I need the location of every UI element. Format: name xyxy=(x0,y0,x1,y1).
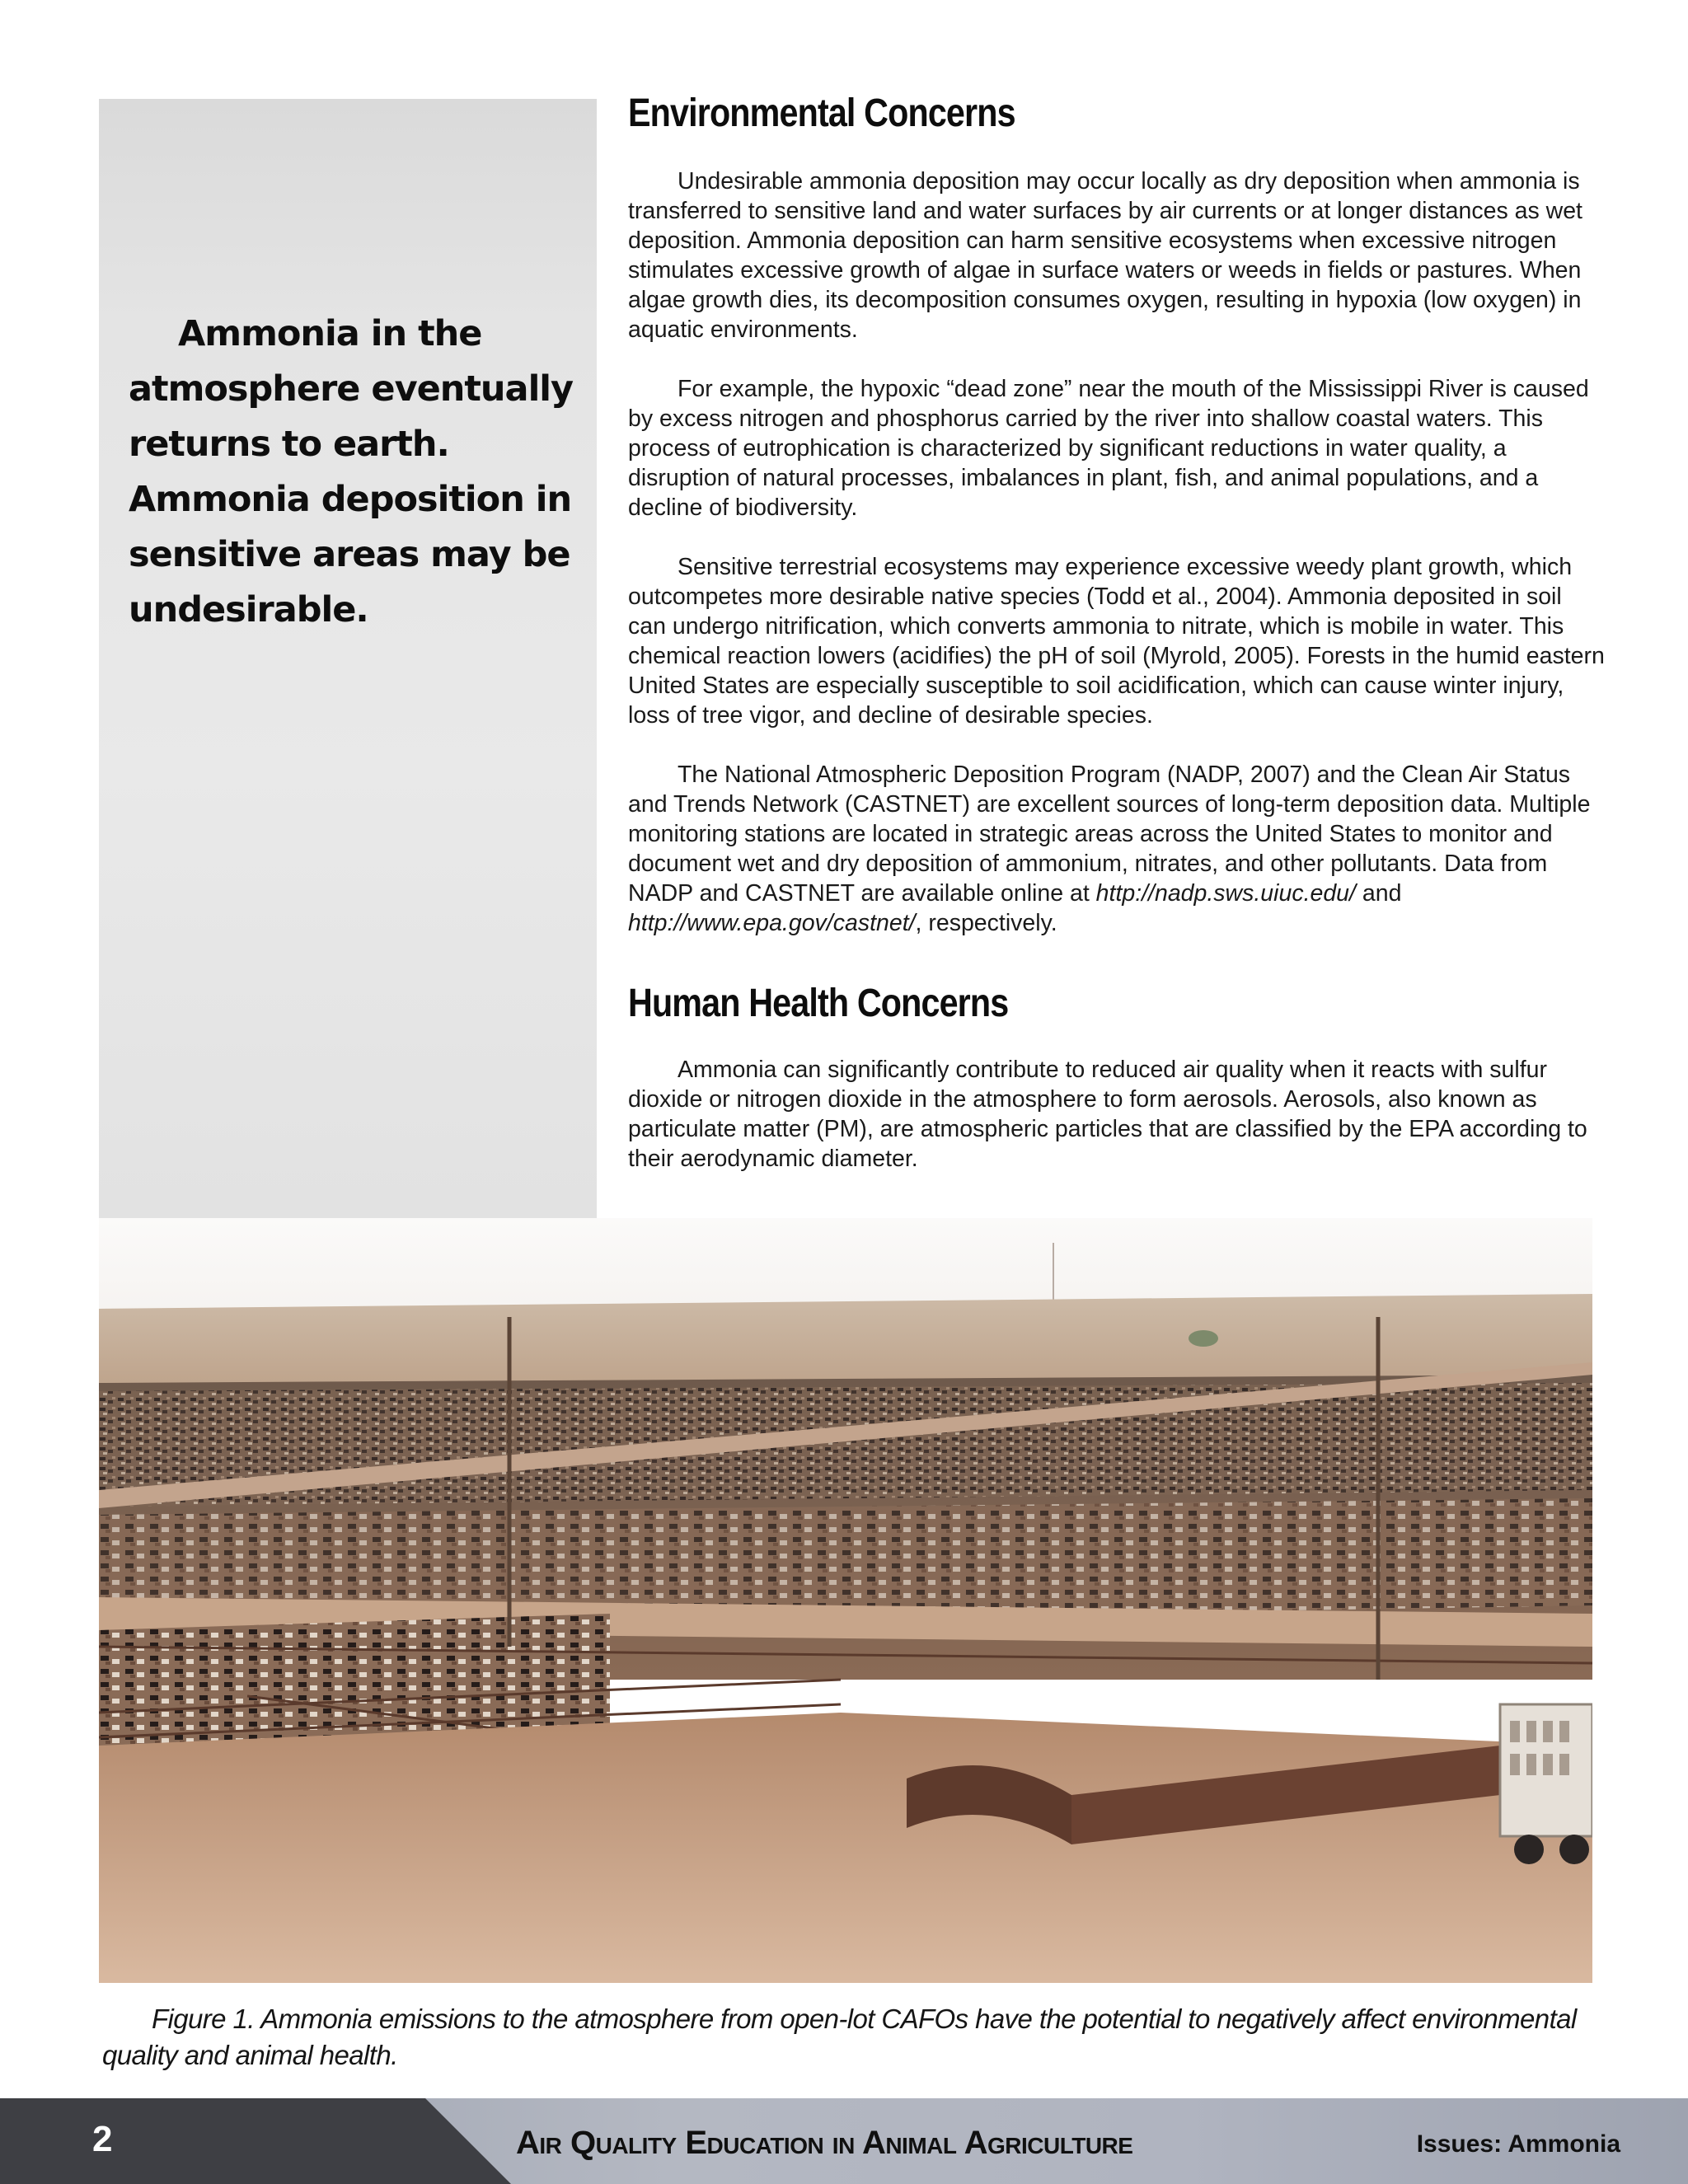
footer-band xyxy=(0,2098,1688,2184)
sidebar-panel xyxy=(99,99,597,1218)
section-label: Issues: Ammonia xyxy=(1416,2130,1620,2158)
heading-environmental-concerns: Environmental Concerns xyxy=(628,91,1015,135)
series-title: Air Quality Education in Animal Agriculture xyxy=(516,2125,1133,2161)
page-number: 2 xyxy=(92,2119,113,2159)
main-column xyxy=(628,91,1606,1174)
paragraph-environmental-4-text: The National Atmospheric Deposition Program (NADP, 2007) and the Clean Air Status and Trends Network (CASTNET) are excellent sources of long-term deposition data. Multiple monitoring stations are located in strategic areas across the United States to monitor and document wet and dry deposition of ammonium, nitrates, and other pollutants. Data from NADP and CASTNET are available online at xyxy=(628,762,1591,907)
feedlot-photo-illustration xyxy=(99,1218,1592,1983)
footer-page-tab xyxy=(0,2098,511,2184)
paragraph-environmental-2: For example, the hypoxic “dead zone” near the mouth of the Mississippi River is caused by excess nitrogen and phosphorus carried by the river into shallow coastal waters. This process of eutrophication is characterized by significant reductions in water quality, a disruption of natural processes, imbalances in plant, fish, and animal populations, and a decline of biodiversity. xyxy=(628,376,1589,521)
heading-human-health-concerns: Human Health Concerns xyxy=(628,982,1009,1025)
pull-quote: Ammonia in the atmosphere eventually returns to earth. Ammonia deposition in sensitive areas may be undesirable. xyxy=(129,313,574,630)
paragraph-environmental-4 xyxy=(628,760,1606,938)
tree-cluster xyxy=(1189,1330,1218,1347)
paragraph-environmental-4-end: , respectively. xyxy=(915,910,1057,936)
trailer-wheel xyxy=(1514,1835,1544,1864)
trailer-wheel xyxy=(1559,1835,1589,1864)
feedlot-photo xyxy=(99,1218,1592,1983)
nadp-link[interactable]: http://nadp.sws.uiuc.edu/ xyxy=(1095,880,1356,907)
figure-caption: Figure 1. Ammonia emissions to the atmosphere from open-lot CAFOs have the potential to negatively affect environmental quality and animal health. xyxy=(102,2004,1577,2070)
paragraph-environmental-3: Sensitive terrestrial ecosystems may experience excessive weedy plant growth, which outcompetes more desirable native species (Todd et al., 2004). Ammonia deposited in soil can undergo nitrification, which converts ammonia to nitrate, which is mobile in water. This chemical reaction lowers (acidifies) the pH of soil (Myrold, 2005). Forests in the humid eastern United States are especially susceptible to soil acidification, which can cause winter injury, loss of tree vigor, and decline of desirable species. xyxy=(628,554,1605,729)
paragraph-environmental-4-between: and xyxy=(1355,880,1402,907)
paragraph-environmental-1: Undesirable ammonia deposition may occur locally as dry deposition when ammonia is transferred to sensitive land and water surfaces by air currents or at longer distances as wet deposition. Ammonia deposition can harm sensitive ecosystems when excessive nitrogen stimulates excessive growth of algae in surface waters or weeds in fields or pastures. When algae growth dies, its decomposition consumes oxygen, resulting in hypoxia (low oxygen) in aquatic environments. xyxy=(628,168,1582,343)
castnet-link[interactable]: http://www.epa.gov/castnet/ xyxy=(628,910,916,936)
foreground-dirt xyxy=(99,1713,1592,1983)
paragraph-human-health-1: Ammonia can significantly contribute to reduced air quality when it reacts with sulfur dioxide or nitrogen dioxide in the atmosphere to form aerosols. Aerosols, also known as particulate matter (PM), are atmospheric particles that are classified by the EPA according to their aerodynamic diameter. xyxy=(628,1057,1587,1172)
